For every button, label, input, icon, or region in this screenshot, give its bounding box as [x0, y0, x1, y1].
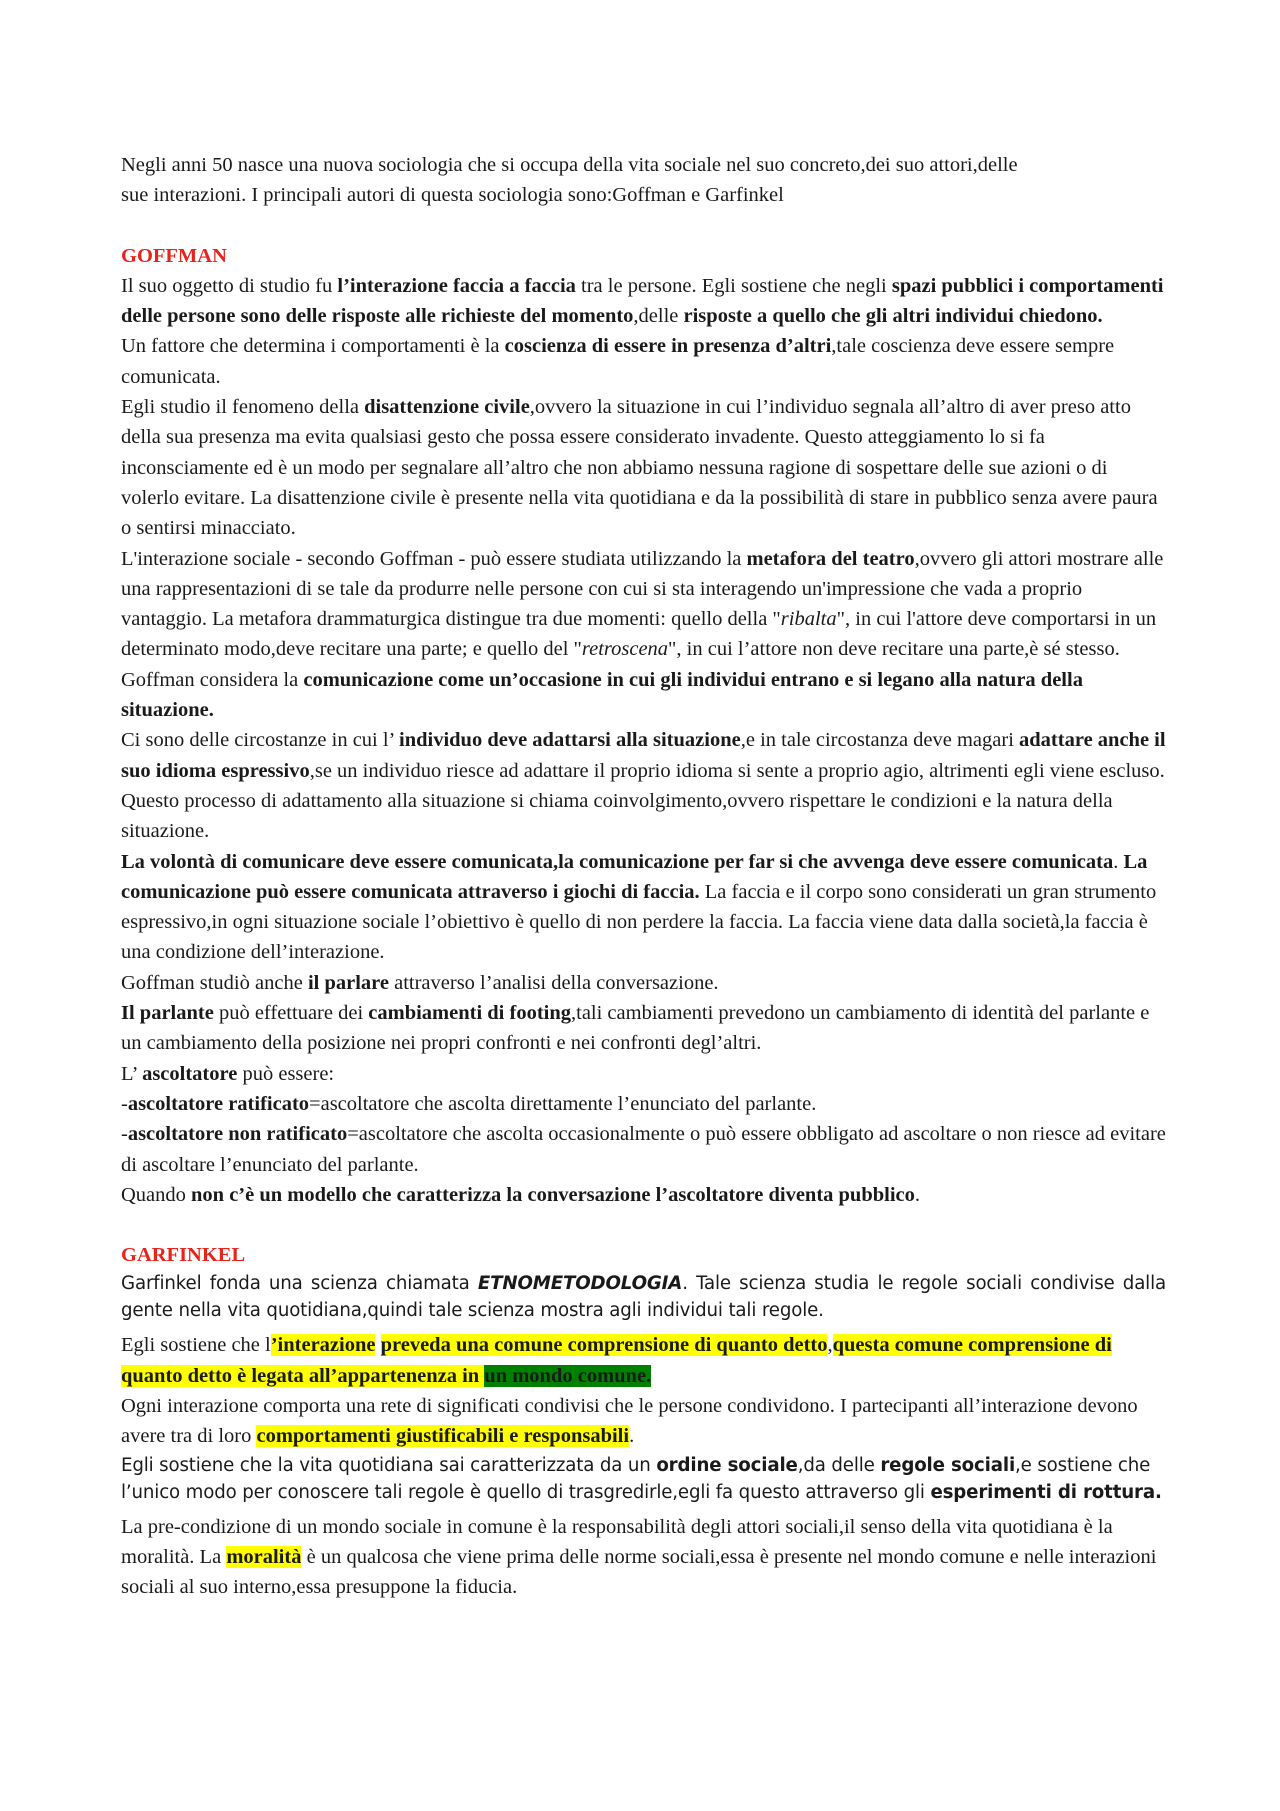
intro-paragraph: [121, 150, 1166, 211]
goffman-list-item-1: -ascoltatore ratificato=ascoltatore che ascolta direttamente l’enunciato del parlante.: [121, 1092, 817, 1115]
garfinkel-paragraph-5: La pre-condizione di un mondo sociale in comune è la responsabilità degli attori sociali,il senso della vita quotidiana è la moralità. La moralità è un qualcosa che viene prima delle norme sociali,essa è presente nel mondo comune e nelle interazioni sociali al suo interno,essa presuppone la fiducia.: [121, 1515, 1157, 1599]
garfinkel-paragraph-3: Ogni interazione comporta una rete di significati condivisi che le persone condividono. I partecipanti all’interazione devono avere tra di loro comportamenti giustificabili e responsabili.: [121, 1394, 1138, 1448]
goffman-paragraph-3: Egli studio il fenomeno della disattenzione civile,ovvero la situazione in cui l’individuo segnala all’altro di aver preso atto della sua presenza ma evita qualsiasi gesto che possa essere considerato invadente. Questo atteggiamento lo si fa inconsciamente ed è un modo per segnalare all’altro che non abbiamo nessuna ragione di sospettare delle sue azioni o di volerlo evitare. La disattenzione civile è presente nella vita quotidiana e da la possibilità di stare in pubblico senza avere paura o sentirsi minacciato.: [121, 396, 1158, 540]
goffman-paragraph-9: Il parlante può effettuare dei cambiamenti di footing,tali cambiamenti prevedono un cambiamento di identità del parlante e un cambiamento della posizione nei propri confronti e nei confronti degl’altri.: [121, 1002, 1150, 1055]
document-page: [121, 150, 1166, 1602]
garfinkel-heading: GARFINKEL: [121, 1244, 246, 1267]
garfinkel-paragraph-2: Egli sostiene che l’interazione preveda una comune comprensione di quanto detto,questa comune comprensione di quanto detto è legata all’appartenenza in un mondo comune.: [121, 1334, 1112, 1387]
goffman-paragraph-13: Quando non c’è un modello che caratterizza la conversazione l’ascoltatore diventa pubblico.: [121, 1183, 921, 1206]
goffman-paragraph-4: L'interazione sociale - secondo Goffman - può essere studiata utilizzando la metafora del teatro,ovvero gli attori mostrare alle una rappresentazioni di se tale da produrre nelle persone con cui si sta interagendo un'impressione che vada a proprio vantaggio. La metafora drammaturgica distingue tra due momenti: quello della "ribalta", in cui l'attore deve comportarsi in un determinato modo,deve recitare una parte; e quello del "retroscena", in cui l’attore non deve recitare una parte,è sé stesso.: [121, 547, 1164, 661]
goffman-paragraph-7: La volontà di comunicare deve essere comunicata,la comunicazione per far si che avvenga deve essere comunicata. La comunicazione può essere comunicata attraverso i giochi di faccia. La faccia e il corpo sono considerati un gran strumento espressivo,in ogni situazione sociale l’obiettivo è quello di non perdere la faccia. La faccia viene data dalla società,la faccia è una condizione dell’interazione.: [121, 850, 1157, 964]
intro-line-1: Negli anni 50 nasce una nuova sociologia che si occupa della vita sociale nel suo concreto,dei suo attori,delle: [121, 154, 1018, 176]
goffman-paragraph-8: Goffman studiò anche il parlare attraverso l’analisi della conversazione.: [121, 971, 719, 994]
intro-line-2: sue interazioni. I principali autori di questa sociologia sono:Goffman e Garfinkel: [121, 184, 784, 207]
garfinkel-paragraph-4: Egli sostiene che la vita quotidiana sai caratterizzata da un ordine sociale,da delle regole sociali,e sostiene che l’unico modo per conoscere tali regole è quello di trasgredirle,egli fa questo attraverso gli esperimenti di rottura.: [121, 1454, 1162, 1503]
goffman-paragraph-2: Un fattore che determina i comportamenti è la coscienza di essere in presenza d’altri,tale coscienza deve essere sempre comunicata.: [121, 335, 1115, 388]
goffman-paragraph-6: Ci sono delle circostanze in cui l’ individuo deve adattarsi alla situazione,e in tale circostanza deve magari adattare anche il suo idioma espressivo,se un individuo riesce ad adattare il proprio idioma si sente a proprio agio, altrimenti egli viene escluso. Questo processo di adattamento alla situazione si chiama coinvolgimento,ovvero rispettare le condizioni e la natura della situazione.: [121, 729, 1166, 843]
goffman-paragraph-10: L’ ascoltatore può essere:: [121, 1062, 335, 1085]
goffman-paragraph-1: Il suo oggetto di studio fu l’interazione faccia a faccia tra le persone. Egli sostiene che negli spazi pubblici i comportamenti delle persone sono delle risposte alle richieste del momento,delle risposte a quello che gli altri individui chiedono.: [121, 274, 1164, 328]
goffman-list-item-2: -ascoltatore non ratificato=ascoltatore che ascolta occasionalmente o può essere obbligato ad ascoltare o non riesce ad evitare di ascoltare l’enunciato del parlante.: [121, 1123, 1166, 1176]
goffman-heading: GOFFMAN: [121, 244, 227, 267]
garfinkel-paragraph-1: Garfinkel fonda una scienza chiamata ETNOMETODOLOGIA. Tale scienza studia le regole sociali condivise dalla gente nella vita quotidiana,quindi tale scienza mostra agli individui tali regole.: [121, 1273, 1166, 1322]
goffman-paragraph-5: Goffman considera la comunicazione come un’occasione in cui gli individui entrano e si legano alla natura della situazione.: [121, 668, 1083, 722]
